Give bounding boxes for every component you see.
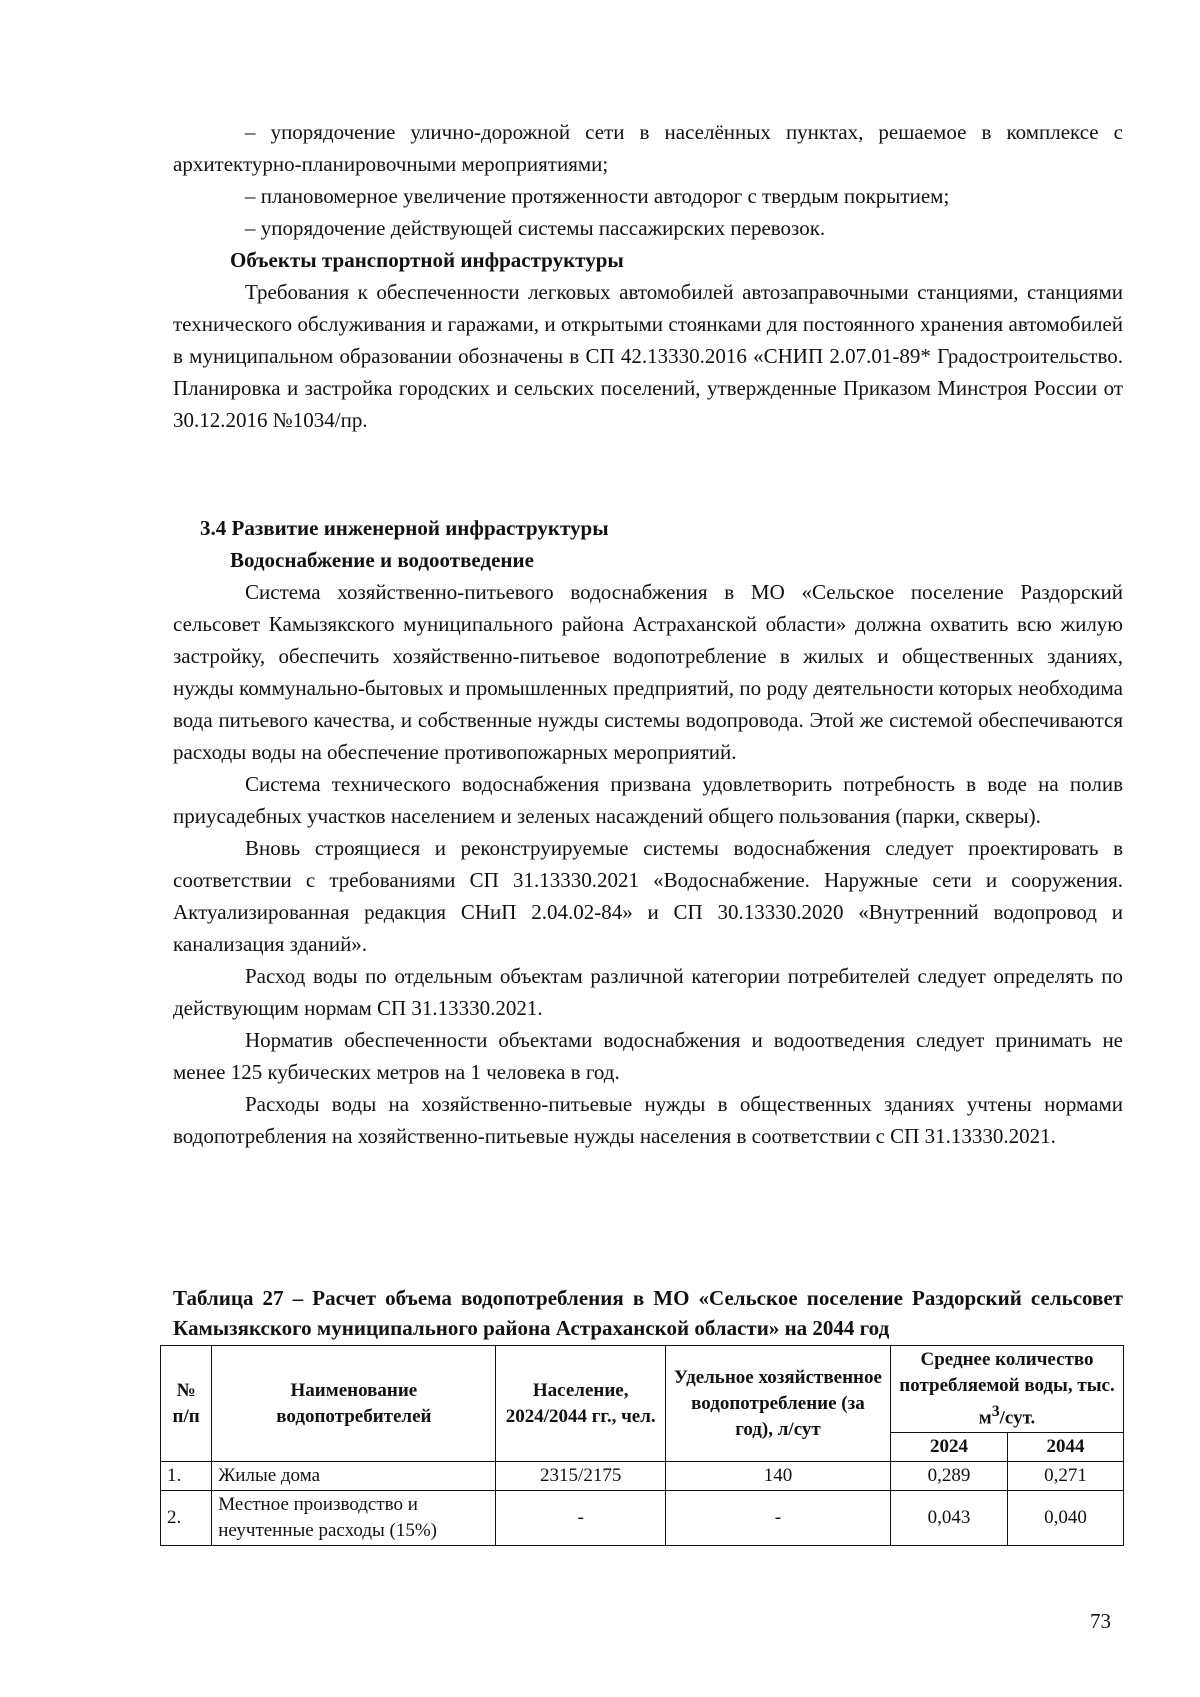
header-year-2024: 2024 bbox=[891, 1433, 1008, 1462]
header-average-unit: /сут. bbox=[999, 1407, 1036, 1429]
cell-population: - bbox=[496, 1491, 665, 1546]
header-average bbox=[891, 1346, 1124, 1433]
paragraph-transport: Требования к обеспеченности легковых автомобилей автозаправочными станциями, станциями технического обслуживания и гаражами, и открытыми стоянками для постоянного хранения автомобилей в муниципальном образовании обозначены в СП 42.13330.2016 «СНИП 2.07.01-89* Градостроительство. Планировка и застройка городских и сельских поселений, утвержденные Приказом Минстроя России от 30.12.2016 №1034/пр. bbox=[173, 280, 1123, 432]
cell-2044: 0,271 bbox=[1008, 1462, 1124, 1491]
header-average-text: Среднее количество потребляемой воды, тыс. м bbox=[899, 1349, 1115, 1429]
water-consumption-table bbox=[160, 1345, 1124, 1546]
paragraph: Расходы воды на хозяйственно-питьевые нужды в общественных зданиях учтены нормами водопотребления на хозяйственно-питьевые нужды населения в соответствии с СП 31.13330.2021. bbox=[173, 1092, 1123, 1148]
header-average-sup: 3 bbox=[991, 1403, 1000, 1420]
cell-num: 2. bbox=[161, 1491, 212, 1546]
table-row bbox=[161, 1462, 1124, 1491]
subheading-water: Водоснабжение и водоотведение bbox=[230, 548, 534, 572]
engineering-section bbox=[173, 512, 1123, 1152]
table-row bbox=[161, 1491, 1124, 1546]
cell-2044: 0,040 bbox=[1008, 1491, 1124, 1546]
cell-specific: 140 bbox=[665, 1462, 890, 1491]
paragraph: Норматив обеспеченности объектами водоснабжения и водоотведения следует принимать не менее 125 кубических метров на 1 человека в год. bbox=[173, 1028, 1123, 1084]
cell-name: Жилые дома bbox=[212, 1462, 496, 1491]
header-num: № п/п bbox=[161, 1346, 212, 1462]
cell-num: 1. bbox=[161, 1462, 212, 1491]
cell-name: Местное производство и неучтенные расходы (15%) bbox=[212, 1491, 496, 1546]
header-name: Наименование водопотребителей bbox=[212, 1346, 496, 1462]
cell-2024: 0,289 bbox=[891, 1462, 1008, 1491]
header-population: Население, 2024/2044 гг., чел. bbox=[496, 1346, 665, 1462]
transport-measures-list bbox=[173, 116, 1123, 436]
table-caption: Таблица 27 – Расчет объема водопотребления в МО «Сельское поселение Раздорский сельсовет Камызякского муниципального района Астраханской области» на 2044 год bbox=[173, 1286, 1123, 1340]
header-specific: Удельное хозяйственное водопотребление (за год), л/сут bbox=[665, 1346, 890, 1462]
list-item: – плановомерное увеличение протяженности автодорог с твердым покрытием; bbox=[245, 184, 950, 208]
cell-population: 2315/2175 bbox=[496, 1462, 665, 1491]
paragraph: Система хозяйственно-питьевого водоснабжения в МО «Сельское поселение Раздорский сельсовет Камызякского муниципального района Астраханской области» должна охватить всю жилую застройку, обеспечить хозяйственно-питьевое водопотребление в жилых и общественных зданиях, нужды коммунально-бытовых и промышленных предприятий, по роду деятельности которых необходима вода питьевого качества, и собственные нужды системы водопровода. Этой же системой обеспечиваются расходы воды на обеспечение противопожарных мероприятий. bbox=[173, 580, 1123, 764]
section-heading: 3.4 Развитие инженерной инфраструктуры bbox=[200, 516, 609, 540]
paragraph: Расход воды по отдельным объектам различной категории потребителей следует определять по действующим нормам СП 31.13330.2021. bbox=[173, 964, 1123, 1020]
paragraph: Вновь строящиеся и реконструируемые системы водоснабжения следует проектировать в соответствии с требованиями СП 31.13330.2021 «Водоснабжение. Наружные сети и сооружения. Актуализированная редакция СНиП 2.04.02-84» и СП 30.13330.2020 «Внутренний водопровод и канализация зданий». bbox=[173, 836, 1123, 956]
table-header-row bbox=[161, 1346, 1124, 1433]
list-item: – упорядочение улично-дорожной сети в населённых пунктах, решаемое в комплексе с архитектурно-планировочными мероприятиями; bbox=[173, 120, 1123, 176]
cell-specific: - bbox=[665, 1491, 890, 1546]
list-item: – упорядочение действующей системы пассажирских перевозок. bbox=[245, 216, 826, 240]
paragraph: Система технического водоснабжения призвана удовлетворить потребность в воде на полив приусадебных участков населением и зеленых насаждений общего пользования (парки, скверы). bbox=[173, 772, 1123, 828]
page-number: 73 bbox=[1090, 1609, 1111, 1633]
header-year-2044: 2044 bbox=[1008, 1433, 1124, 1462]
heading-transport: Объекты транспортной инфраструктуры bbox=[230, 248, 624, 272]
cell-2024: 0,043 bbox=[891, 1491, 1008, 1546]
